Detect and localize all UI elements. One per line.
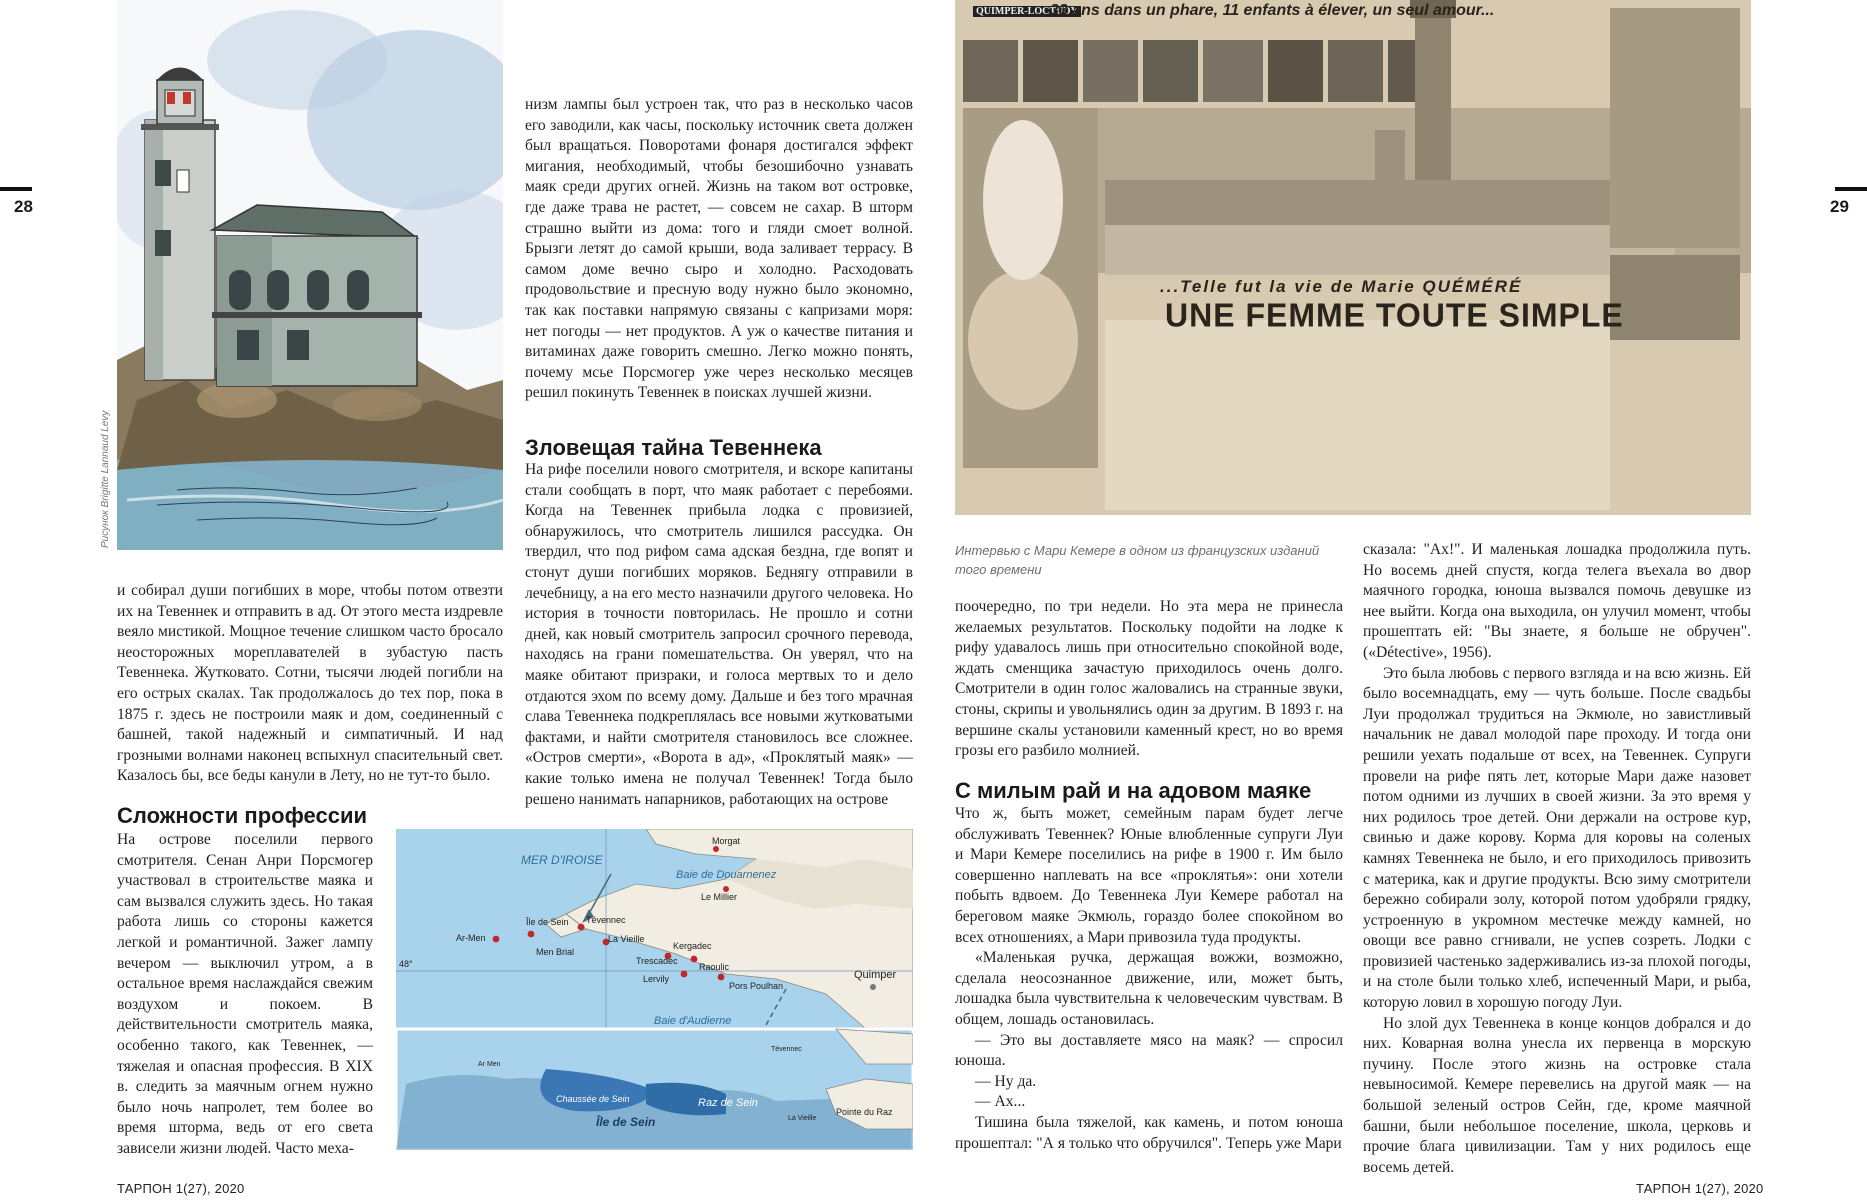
paragraph: поочередно, по три недели. Но эта мера не принесла желаемых результатов. Поскольку подойти на лодке к рифу удавалось лишь при относительно спокойной воде, ждать сменщика зачастую приходилось очень долго. Смотрители в один голос жаловались на странные звуки, стоны, скрипы и увольнялись один за другим. В 1893 г. на вершине скалы установили каменный крест, но во время грозы его разбило молнией. — [955, 598, 1343, 760]
footer-left: ТАРПОН 1(27), 2020 — [117, 1181, 245, 1196]
paragraph: — Это вы доставляете мясо на маяк? — спросил юноша. — [955, 1031, 1343, 1070]
page-marker-bar-right — [1835, 187, 1867, 191]
paragraph: Тишина была тяжелой, как камень, и потом юноша прошептал: "А я только что обручился". Теперь уже Мари — [955, 1113, 1343, 1152]
paragraph: и собирал души погибших в море, чтобы потом отвезти их на Тевеннек и отправить в ад. От этого места издревле веяло мистикой. Мощное течение слишком часто бросало неосторожных мореплавателей в зубастую пасть Тевеннека. Жутковато. Сотни, тысячи людей погибли на его острых скалах. Так продолжалось до тех пор, пока в 1875 г. здесь не построили маяк и дом, соединенный с башней, такой надежный и симпатичный. И над грозными волнами наконец вспыхнул спасительный свет. Казалось бы, все беды канули в Лету, но не тут-то было. — [117, 582, 503, 785]
map-label-place: Ar-Men — [456, 933, 486, 943]
map-label-sea: MER D'IROISE — [521, 853, 603, 867]
illustration-credit: Рисунок Brigitte Lannaud Levy — [100, 410, 111, 548]
newspaper-top-line: 33 ans dans un phare, 11 enfants à élever, un seul amour... — [1050, 2, 1495, 19]
text-column-left-bottom — [117, 830, 373, 1160]
newspaper-headline: UNE FEMME TOUTE SIMPLE — [1165, 296, 1624, 334]
map-inset-label: Île de Sein — [596, 1115, 656, 1129]
map-label-place: Kergadec — [673, 941, 712, 951]
newspaper-clipping — [955, 0, 1751, 515]
map-label-latitude: 48° — [399, 959, 413, 969]
map-label-place: La Vieille — [608, 934, 645, 944]
map-label-place: Tévennec — [586, 915, 626, 925]
text-column-left-top — [117, 581, 503, 787]
text-column-middle-bottom — [525, 460, 913, 810]
map-label-place: Trescadec — [636, 956, 678, 966]
heading-paradise-with-beloved: С милым рай и на адовом маяке — [955, 778, 1312, 803]
paragraph: — Ну да. — [975, 1072, 1037, 1090]
map-label-place: Île de Sein — [526, 917, 569, 927]
newspaper-header: QUIMPER-LOCTUDY — [973, 6, 1081, 17]
text-column-right-left-top — [955, 597, 1343, 762]
page-number-right: 29 — [1830, 197, 1849, 216]
page-marker-bar-left — [0, 187, 32, 191]
footer-right: ТАРПОН 1(27), 2020 — [1636, 1181, 1764, 1196]
map-label-sea: Baie de Douarnenez — [676, 869, 777, 881]
map-label-place: Morgat — [712, 836, 741, 846]
paragraph: На острове поселили первого смотрителя. Сенан Анри Порсмогер участвовал в строительстве маяка и сам вызвался служить здесь. Но такая работа лишь со стороны кажется легкой и романтичной. Зажег лампу вечером — выключил утром, а в остальное время наслаждайся свежим воздухом и покоем. В действительности смотритель маяка, особенно такого, как Тевеннек, — тяжелая и опасная профессия. В XIX в. следить за маячным огнем нужно было ночь напролет, тем более во время шторма, ведь от его света зависели жизни людей. Часто меха- — [117, 831, 373, 1157]
heading-sinister-secret: Зловещая тайна Тевеннека — [525, 435, 822, 460]
paragraph: «Маленькая ручка, держащая вожжи, возможно, сделала неосознанное движение, или, может быть, лошадка была чувствительна к человеческим чувствам. В общем, лошадь остановилась. — [955, 949, 1343, 1028]
map-label-place: Le Millier — [701, 892, 738, 902]
map-inset-label: La Vieille — [788, 1115, 817, 1122]
map-figure — [396, 829, 913, 1150]
map-inset-label: Raz de Sein — [698, 1097, 758, 1109]
newspaper-subtitle: ...Telle fut la vie de Marie QUÉMÉRÉ — [1160, 277, 1523, 296]
map-label-place: Raoulic — [699, 962, 730, 972]
text-column-middle-top — [525, 95, 913, 404]
map-label-place: Lervily — [643, 974, 670, 984]
map-inset-label: Pointe du Raz — [836, 1107, 893, 1117]
paragraph: Но злой дух Тевеннека в конце концов добрался и до них. Коварная волна унесла их первенца в морскую пучину. После этого жизнь на островке стала невыносимой. Кемере перевелись на другой маяк — на большой зеленый остров Сейн, где, кроме маячной башни, были небольшое поселение, школа, церковь и прочие блага цивилизации. Там у них родилось еще восемь детей. — [1363, 1014, 1751, 1176]
paragraph: сказала: "Ах!". И маленькая лошадка продолжила путь. Но восемь дней спустя, когда телега въехала во двор маячного городка, юноша вызвался помочь девушке из нее выйти. Когда она выходила, он улучил момент, чтобы прошептать ей: "Вы знаете, я больше не обручен". («Détective», 1956). — [1363, 541, 1751, 661]
text-column-right — [1363, 540, 1751, 1178]
paragraph: Это была любовь с первого взгляда и на всю жизнь. Ей было восемнадцать, ему — чуть больше. После свадьбы Луи продолжал трудиться на Экмюле, но завистливый начальник не давал молодой паре проходу. И тогда они решили уехать подальше от всех, на Тевеннек. Супруги провели на рифе пять лет, которые Мари даже назовет потом одними из лучших в своей жизни. За это время у них родилось трое детей. Они держали на острове кур, свинью и даже корову. Корма для коровы на соленых камнях Тевеннека не было, и его приходилось привозить с материка, как и другие продукты. Всю зиму смотрители бережно собирали золу, которой потом удобряли грядку, устроенную в укромном местечке между камней, но овощи все равно сгнивали, не успев созреть. Лодки с провизией частенько задерживались из-за плохой погоды, и на столе были только хлеб, испеченный Мари, и рыба, которую ловил в хорошую погоду Луи. — [1363, 664, 1751, 1012]
newspaper-caption: Интервью с Мари Кемере в одном из французских изданий того времени — [955, 543, 1320, 577]
lighthouse-illustration — [117, 0, 503, 550]
map-label-place: Pors Poulhan — [729, 981, 784, 991]
map-inset-label: Tévennec — [771, 1046, 802, 1053]
page-number-left: 28 — [14, 197, 33, 216]
text-column-right-left-bottom — [955, 804, 1343, 1154]
map-inset-label: Ar Men — [478, 1061, 501, 1068]
heading-professional-difficulties: Сложности профессии — [117, 803, 367, 828]
map-inset-label: Chaussée de Sein — [556, 1094, 630, 1104]
map-label-place: Men Brial — [536, 947, 575, 957]
paragraph: Что ж, быть может, семейным парам будет легче обслуживать Тевеннек? Юные влюбленные супруги Луи и Мари Кемере поселились на рифе в 1900 г. Им было совершенно наплевать на все «проклятья»: они хотели побыть вдвоем. До Тевеннека Луи Кемере работал на береговом маяке Экмюль, гораздо более спокойном во всех отношениях, а Мари привозила туда продукты. — [955, 805, 1343, 946]
paragraph: низм лампы был устроен так, что раз в несколько часов его заводили, как часы, поскольку источник света должен был вращаться. Поворотами фонаря достигался эффект мигания, необходимый, чтобы безошибочно узнавать маяк среди других огней. Жизнь на таком вот островке, где даже трава не растет, — совсем не сахар. В шторм страшно выйти из дома: того и гляди смоет волной. Брызги летят до самой крыши, вода заливает террасу. В самом доме вечно сыро и холодно. Расходовать продовольствие и пресную воду нужно было экономно, так как поставки напрямую связаны с капризами моря: нет погоды — нет продуктов. А уж о качестве питания и витаминах даже говорить смешно. Легко можно понять, почему мсье Порсмогер уже через несколько месяцев решил покинуть Тевеннек в поисках лучшей жизни. — [525, 96, 913, 402]
map-label-place: Quimper — [854, 969, 897, 981]
map-label-sea: Baie d'Audierne — [654, 1015, 732, 1027]
paragraph: На рифе поселили нового смотрителя, и вскоре капитаны стали сообщать в порт, что маяк работает с перебоями. Когда на Тевеннек прибыла лодка с провизией, обнаружилось, что смотритель лишился рассудка. Он твердил, что под рифом сама адская бездна, где вопят и стонут души погибших моряков. Беднягу отправили в лечебницу, а на его место назначили другого человека. Но история в точности повторилась. Не прошло и сотни дней, как новый смотритель запросил срочного перевода, находясь на грани помешательства. Он уверял, что на маяке обитают призраки, и голоса мертвых то и дело отдаются эхом по всему дому. Дальше и без того мрачная слава Тевеннека подкреплялась все новыми жутковатыми фактами, и найти смотрителя становилось все сложнее. «Остров смерти», «Ворота в ад», «Проклятый маяк» — какие только имена не получал Тевеннек! Тогда было решено нанимать напарников, работающих на острове — [525, 461, 913, 808]
paragraph: — Ах... — [975, 1093, 1026, 1111]
